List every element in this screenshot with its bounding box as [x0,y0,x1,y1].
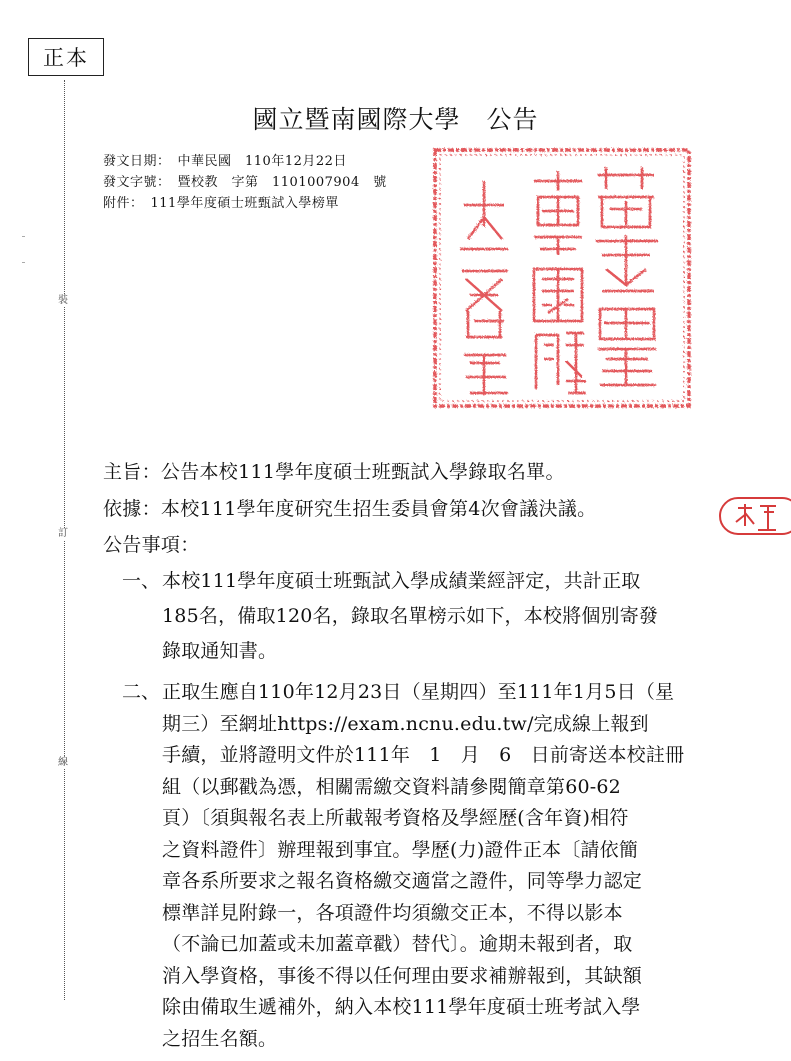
item-1-line: 本校111學年度碩士班甄試入學成績業經評定，共計正取 [162,570,641,592]
seam-stamp [718,492,791,542]
item-number-1: 一、 [122,570,161,592]
item-number-2: 二、 [122,681,161,703]
document-title: 國立暨南國際大學 公告 [252,105,539,134]
item-2-line: 組（以郵戳為憑，相關需繳交資料請參閱簡章第60-62 [162,775,621,798]
item-2-line: 之資料證件〕辦理報到事宜。學歷(力)證件正本〔請依簡 [162,838,639,861]
item-2-line: 標準詳見附錄一，各項證件均須繳交正本，不得以影本 [162,901,623,924]
item-2-line: 正取生應自110年12月23日（星期四）至111年1月5日（星 [162,681,675,703]
scan-speck [22,262,25,263]
original-copy-label: 正本 [28,38,104,76]
binding-mark-ding: 訂 [58,528,68,539]
item-2-line: 章各系所要求之報名資格繳交適當之證件，同等學力認定 [162,870,643,892]
item-1-line: 錄取通知書。 [162,640,278,662]
notice-heading: 公告事項： [103,534,200,556]
binding-mark-zhuang: 裝 [58,295,68,306]
scan-speck [22,236,25,237]
item-1-line: 185名，備取120名，錄取名單榜示如下，本校將個別寄發 [162,605,659,627]
item-2-line: 手續，並將證明文件於111年 1 月 6 日前寄送本校註冊 [162,744,685,766]
attachment-line: 附件： 111學年度碩士班甄試入學榜單 [103,196,339,211]
binding-mark-xian: 線 [58,757,68,768]
item-2-line: 除由備取生遞補外，納入本校111學年度碩士班考試入學 [162,996,641,1018]
basis-line: 依據：本校111學年度研究生招生委員會第4次會議決議。 [103,498,597,520]
issue-date: 發文日期： 中華民國 110年12月22日 [103,154,347,169]
item-2-line: 之招生名額。 [162,1027,278,1050]
subject-line: 主旨：公告本校111學年度碩士班甄試入學錄取名單。 [103,461,565,483]
official-seal [430,145,694,411]
binding-dotted-line [64,80,65,1000]
item-2-line: 頁）〔須與報名表上所載報考資格及學經歷(含年資)相符 [162,807,629,829]
item-2-line: （不論已加蓋或未加蓋章戳）替代〕。逾期未報到者，取 [162,933,633,955]
document-number: 發文字號： 暨校教 字第 1101007904 號 [103,175,387,190]
item-2-line: 期三）至網址https://exam.ncnu.edu.tw/完成線上報到 [162,712,649,735]
item-2-line: 消入學資格，事後不得以任何理由要求補辦報到，其缺額 [162,964,643,987]
